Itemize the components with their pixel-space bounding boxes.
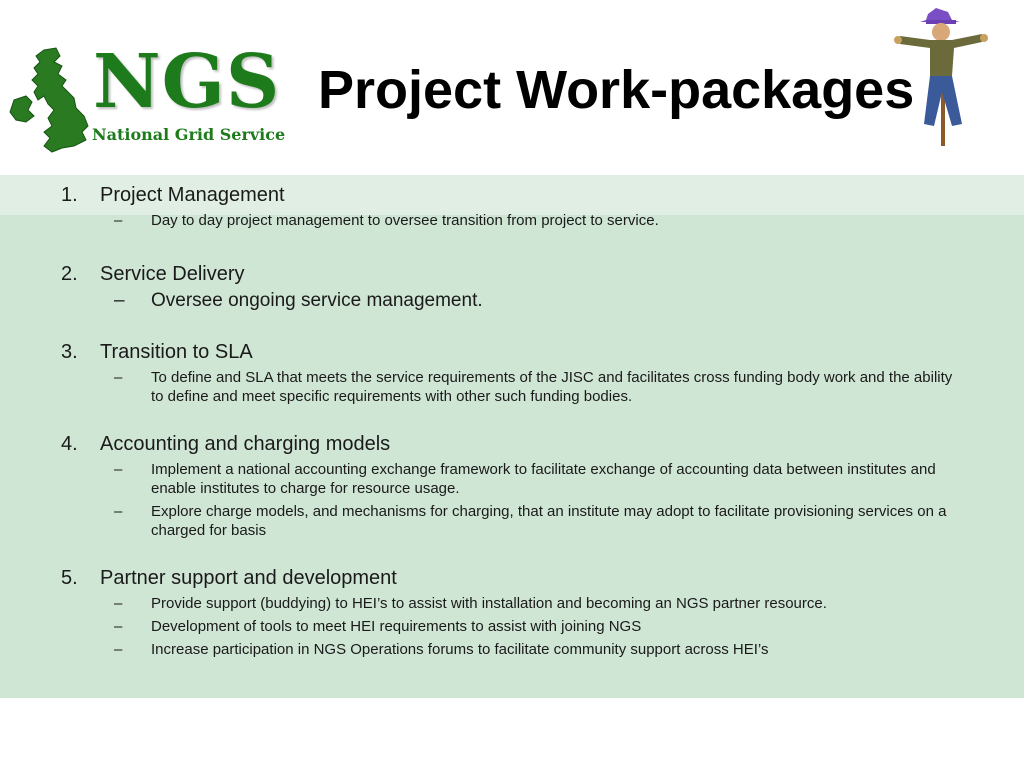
list-item xyxy=(0,566,1024,659)
uk-map-icon xyxy=(4,46,94,158)
sub-item-text: Explore charge models, and mechanisms for charging, that an institute may adopt to facilitate provisioning services on a charged for basis xyxy=(151,503,947,539)
sub-dash: – xyxy=(114,290,125,311)
list-item xyxy=(0,262,1024,313)
item-number: 5. xyxy=(61,567,78,589)
sub-dash: – xyxy=(114,369,123,386)
sub-item-text: Oversee ongoing service management. xyxy=(151,290,483,311)
ngs-logo xyxy=(4,39,286,158)
sub-item-text: Provide support (buddying) to HEI’s to assist with installation and becoming an NGS partner resource. xyxy=(151,595,827,612)
sub-dash: – xyxy=(114,641,123,658)
sub-dash: – xyxy=(114,212,123,229)
sub-dash: – xyxy=(114,595,123,612)
sub-item-text: Increase participation in NGS Operations forums to facilitate community support across HEI’s xyxy=(151,641,769,658)
sub-item-text: Implement a national accounting exchange framework to facilitate exchange of accounting data between institutes and enable institutes to charge for resource usage. xyxy=(151,461,936,497)
list-item xyxy=(0,432,1024,540)
sub-item-text: Development of tools to meet HEI requirements to assist with joining NGS xyxy=(151,618,642,635)
sub-dash: – xyxy=(114,618,123,635)
logo-wordmark: NGS xyxy=(93,39,281,125)
page-title: Project Work-packages xyxy=(318,60,915,120)
list-item xyxy=(0,183,1024,230)
item-number: 1. xyxy=(61,184,78,206)
item-number: 2. xyxy=(61,263,78,285)
list-item xyxy=(0,340,1024,406)
sub-dash: – xyxy=(114,461,123,478)
item-number: 3. xyxy=(61,341,78,363)
item-title: Partner support and development xyxy=(100,567,397,589)
item-title: Project Management xyxy=(100,184,285,206)
item-number: 4. xyxy=(61,433,78,455)
item-title: Transition to SLA xyxy=(100,341,253,363)
item-title: Service Delivery xyxy=(100,263,245,285)
item-title: Accounting and charging models xyxy=(100,433,391,455)
scarecrow-icon xyxy=(890,6,990,148)
work-package-list xyxy=(0,183,1024,659)
logo-subtitle: National Grid Service xyxy=(92,125,286,144)
sub-item-text: To define and SLA that meets the service requirements of the JISC and facilitates cross funding body work and the ability to define and meet specific requirements with other such funding bodies. xyxy=(151,369,953,405)
sub-item-text: Day to day project management to oversee transition from project to service. xyxy=(151,212,659,229)
sub-dash: – xyxy=(114,503,123,520)
